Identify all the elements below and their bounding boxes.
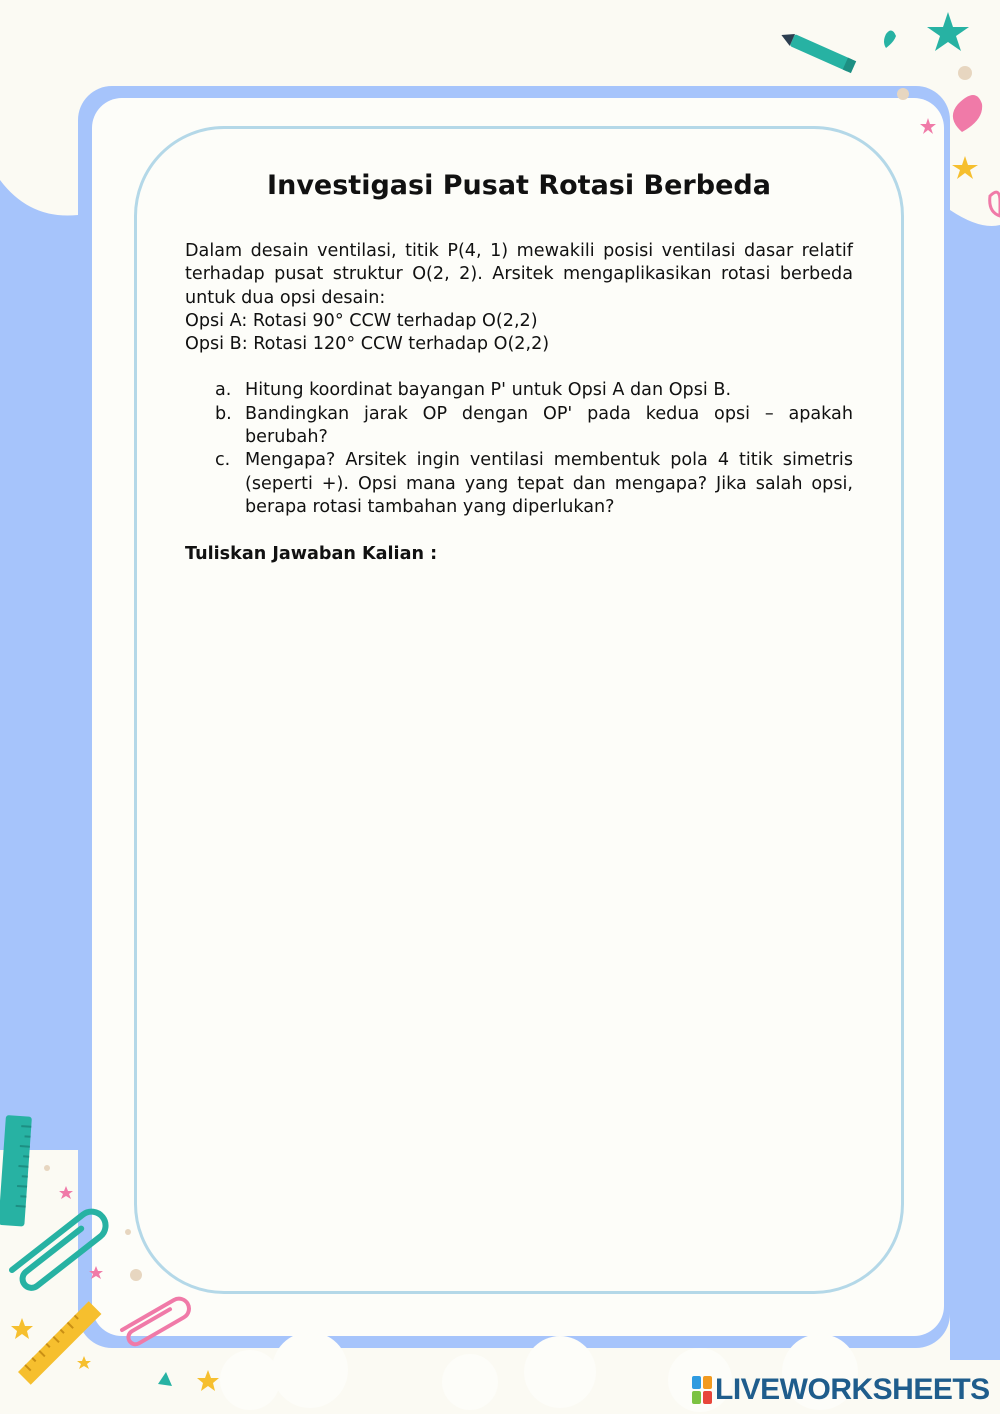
- answer-area[interactable]: [185, 585, 853, 1245]
- intro-paragraph: Dalam desain ventilasi, titik P(4, 1) mewakili posisi ventilasi dasar relatif terhadap pusat struktur O(2, 2). Arsitek mengaplikasikan rotasi berbeda untuk dua opsi desain:: [185, 241, 853, 308]
- question-text: Mengapa? Arsitek ingin ventilasi membentuk pola 4 titik simetris (seperti +). Opsi mana yang tepat dan mengapa? Jika salah opsi, berapa rotasi tambahan yang diperlukan?: [245, 450, 853, 517]
- logo-mark-tile: [703, 1376, 712, 1389]
- star-icon: [197, 1370, 219, 1391]
- dot-icon: [897, 88, 909, 100]
- option-b-text: Opsi B: Rotasi 120° CCW terhadap O(2,2): [185, 334, 550, 355]
- question-marker: b.: [215, 403, 232, 424]
- ribbon-icon: [990, 192, 1000, 216]
- question-text: Bandingkan jarak OP dengan OP' pada kedua opsi – apakah berubah?: [245, 403, 853, 448]
- logo-mark-tile: [692, 1391, 701, 1404]
- dot-icon: [958, 66, 972, 80]
- star-icon: [952, 156, 978, 179]
- question-marker: c.: [215, 450, 231, 471]
- dot-icon: [125, 1229, 131, 1235]
- star-icon: [11, 1318, 33, 1339]
- question-list: [185, 379, 853, 519]
- question-marker: a.: [215, 380, 232, 401]
- right-blue-strip: [950, 210, 1000, 1360]
- logo-mark-icon: [692, 1376, 712, 1404]
- left-blue-strip: [0, 180, 78, 1150]
- answer-label: Tuliskan Jawaban Kalian :: [185, 544, 438, 565]
- star-icon: [77, 1356, 91, 1369]
- star-icon: [927, 12, 969, 51]
- star-icon: [59, 1186, 73, 1199]
- logo-text: LIVEWORKSHEETS: [715, 1373, 990, 1406]
- question-text: Hitung koordinat bayangan P' untuk Opsi A dan Opsi B.: [245, 380, 732, 401]
- liveworksheets-logo: [692, 1372, 990, 1408]
- pencil-icon: [779, 29, 856, 73]
- logo-mark-tile: [703, 1391, 712, 1404]
- page-title: Investigasi Pusat Rotasi Berbeda: [267, 170, 771, 201]
- dot-icon: [44, 1165, 50, 1171]
- dot-icon: [130, 1269, 142, 1281]
- option-a-text: Opsi A: Rotasi 90° CCW terhadap O(2,2): [185, 310, 538, 331]
- yellow-ruler-icon: [18, 1301, 101, 1384]
- heart-icon: [884, 30, 896, 48]
- question-c: [185, 449, 853, 519]
- question-a: [185, 379, 853, 402]
- logo-mark-tile: [692, 1376, 701, 1389]
- triangle-icon: [158, 1372, 172, 1386]
- question-b: [185, 403, 853, 450]
- worksheet-content: [185, 240, 853, 567]
- heart-icon: [953, 95, 982, 132]
